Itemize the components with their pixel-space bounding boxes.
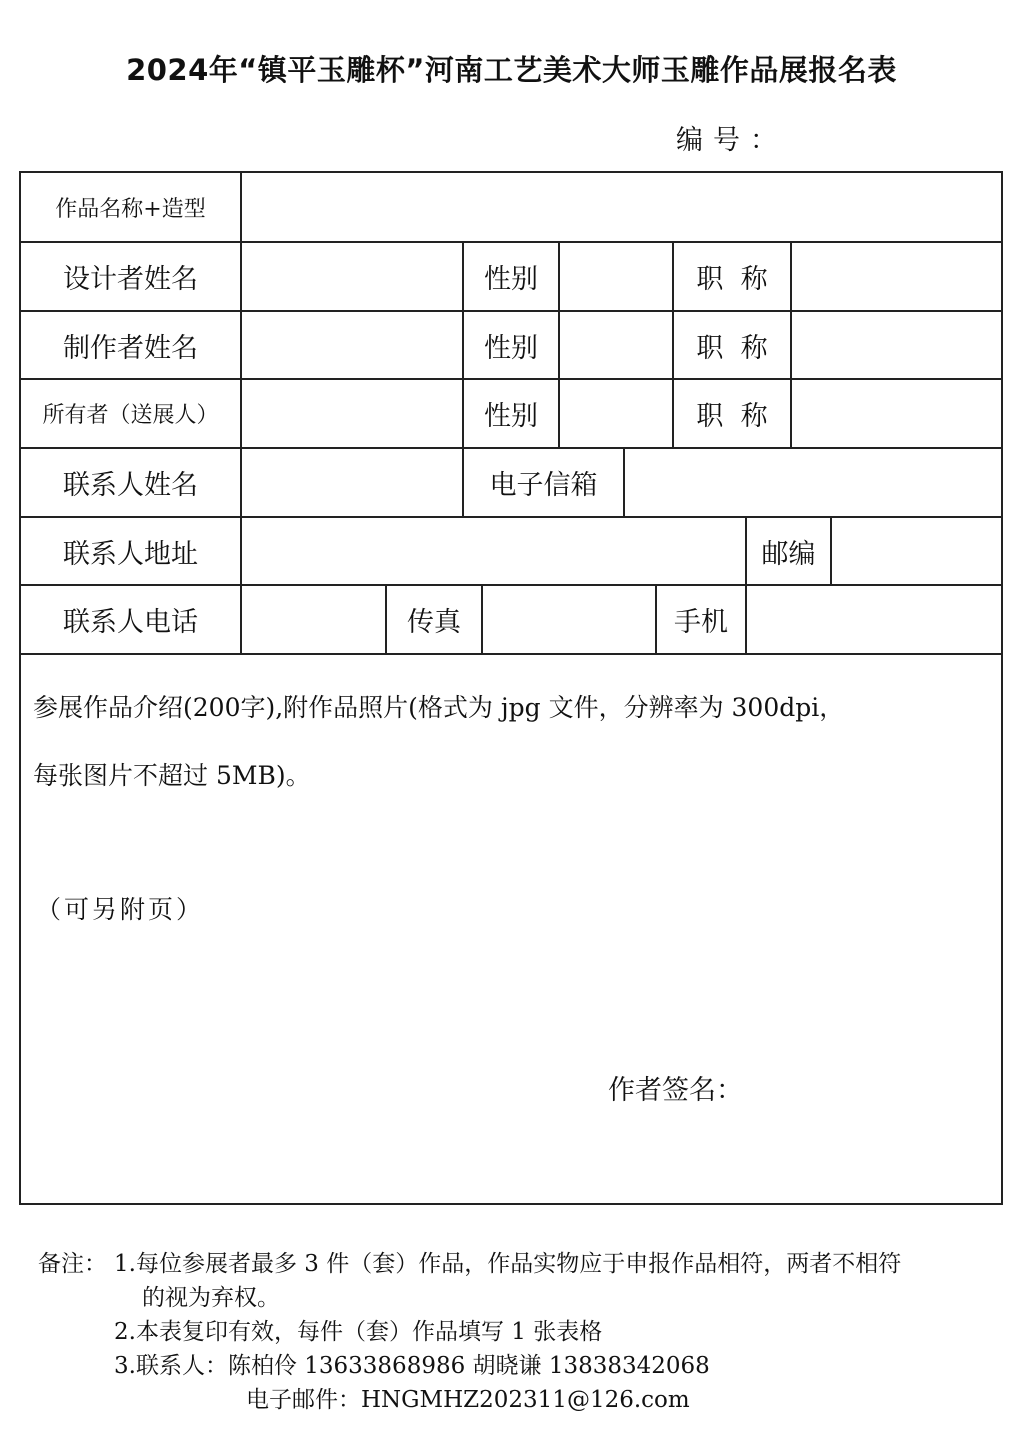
work-name-field[interactable] [242, 173, 1001, 241]
designer-title-label: 职 称 [696, 264, 768, 295]
designer-title-field[interactable] [792, 243, 1001, 310]
email-label: 电子信箱 [489, 470, 598, 501]
phone-field[interactable] [242, 586, 385, 653]
owner-label: 所有者（送展人） [42, 403, 219, 428]
intro-instruction-line1: 参展作品介绍(200字),附作品照片(格式为 jpg 文件，分辨率为 300dpi， [33, 693, 845, 722]
owner-name-field[interactable] [242, 380, 462, 447]
fax-field[interactable] [483, 586, 655, 653]
note-item-1: 1.每位参展者最多 3 件（套）作品，作品实物应于申报作品相符，两者不相符 [114, 1251, 902, 1277]
owner-title-label: 职 称 [696, 401, 768, 432]
postcode-field[interactable] [832, 518, 1001, 584]
note-item-2: 2.本表复印有效，每件（套）作品填写 1 张表格 [114, 1319, 603, 1345]
mobile-label: 手机 [674, 607, 728, 638]
email-field[interactable] [625, 449, 1001, 516]
postcode-label: 邮编 [761, 538, 816, 570]
note-email: 电子邮件：HNGMHZ202311@126.com [246, 1387, 690, 1413]
signature-label: 作者签名： [608, 1075, 743, 1106]
intro-instruction-line2: 每张图片不超过 5MB)。 [33, 761, 311, 790]
contact-name-label: 联系人姓名 [63, 470, 198, 501]
note-item-1-cont: 的视为弃权。 [142, 1285, 280, 1311]
introduction-textarea[interactable] [21, 655, 1001, 1203]
designer-name-label: 设计者姓名 [63, 264, 198, 295]
form-title: 2024年“镇平玉雕杯”河南工艺美术大师玉雕作品展报名表 [126, 53, 897, 87]
designer-gender-label: 性别 [484, 264, 538, 295]
maker-gender-field[interactable] [560, 312, 672, 378]
mobile-field[interactable] [747, 586, 1001, 653]
fax-label: 传真 [407, 607, 461, 638]
owner-gender-field[interactable] [560, 380, 672, 447]
designer-name-field[interactable] [242, 243, 462, 310]
owner-title-field[interactable] [792, 380, 1001, 447]
contact-name-field[interactable] [242, 449, 462, 516]
doc-number-label: 编号： [676, 125, 787, 156]
maker-title-field[interactable] [792, 312, 1001, 378]
maker-name-field[interactable] [242, 312, 462, 378]
owner-gender-label: 性别 [484, 401, 538, 432]
maker-title-label: 职 称 [696, 332, 768, 364]
phone-label: 联系人电话 [63, 607, 198, 638]
notes-label: 备注： [38, 1251, 107, 1277]
designer-gender-field[interactable] [560, 243, 672, 310]
maker-gender-label: 性别 [484, 332, 538, 364]
extra-pages-note: （可另附页） [36, 895, 205, 924]
note-item-3: 3.联系人：陈柏伶 13633868986 胡晓谦 13838342068 [114, 1353, 710, 1379]
work-name-label: 作品名称+造型 [55, 196, 206, 222]
address-field[interactable] [242, 518, 745, 584]
address-label: 联系人地址 [63, 538, 198, 570]
maker-name-label: 制作者姓名 [63, 332, 198, 364]
